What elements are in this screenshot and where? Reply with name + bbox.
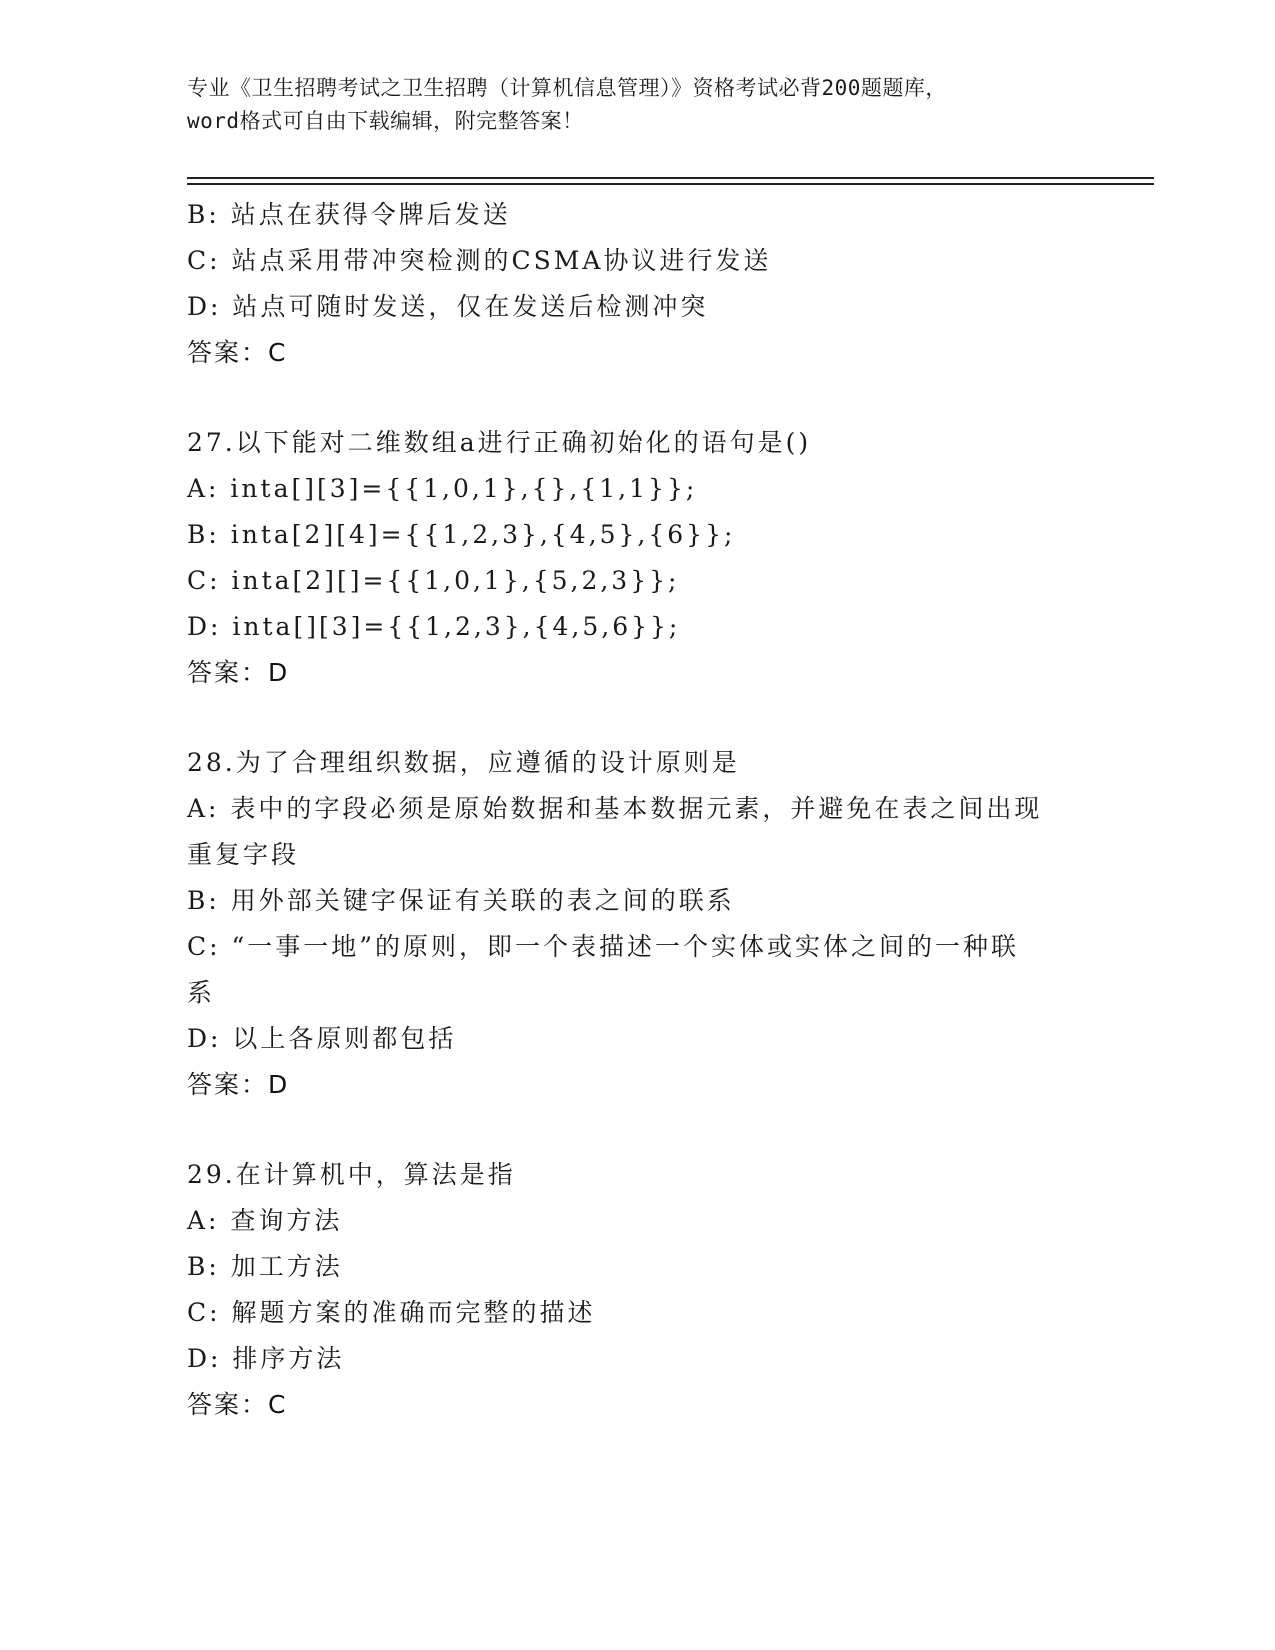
q29-option-b: B: 加工方法: [187, 1252, 343, 1281]
question-26-block: [187, 192, 1067, 376]
q26-option-b: B: 站点在获得令牌后发送: [187, 200, 511, 229]
q26-option-c: C: 站点采用带冲突检测的CSMA协议进行发送: [187, 246, 772, 275]
q26-answer: 答案：C: [187, 338, 288, 367]
header-title-line-2: word格式可自由下载编辑，附完整答案！: [187, 109, 584, 133]
q29-option-c: C: 解题方案的准确而完整的描述: [187, 1298, 596, 1327]
q29-option-d: D: 排序方法: [187, 1344, 345, 1373]
q28-option-c-line-2: 系: [187, 978, 216, 1007]
q28-option-c-line-1: C: “一事一地”的原则，即一个表描述一个实体或实体之间的一种联: [187, 932, 1020, 961]
q28-option-d: D: 以上各原则都包括: [187, 1024, 457, 1053]
q29-question: 29.在计算机中，算法是指: [187, 1160, 516, 1189]
header-divider-bottom: [187, 183, 1154, 185]
q26-option-d: D: 站点可随时发送，仅在发送后检测冲突: [187, 292, 709, 321]
q27-question: 27.以下能对二维数组a进行正确初始化的语句是(): [187, 428, 812, 457]
q28-option-a-line-2: 重复字段: [187, 840, 300, 869]
q28-answer: 答案：D: [187, 1070, 290, 1099]
q27-answer: 答案：D: [187, 658, 290, 687]
q27-option-c: C: inta[2][]={{1,0,1},{5,2,3}};: [187, 566, 680, 595]
question-28-block: [187, 740, 1067, 1108]
question-27-block: [187, 420, 1067, 696]
header-divider-top: [187, 177, 1154, 179]
q28-option-a-line-1: A: 表中的字段必须是原始数据和基本数据元素，并避免在表之间出现: [187, 794, 1043, 823]
q27-option-d: D: inta[][3]={{1,2,3},{4,5,6}};: [187, 612, 681, 641]
document-header: [187, 72, 1087, 138]
q27-option-b: B: inta[2][4]={{1,2,3},{4,5},{6}};: [187, 520, 736, 549]
header-title-line-1: 专业《卫生招聘考试之卫生招聘（计算机信息管理）》资格考试必背200题题库，: [187, 76, 947, 100]
question-list: [187, 192, 1067, 1428]
q27-option-a: A: inta[][3]={{1,0,1},{},{1,1}};: [187, 474, 698, 503]
q28-option-b: B: 用外部关键字保证有关联的表之间的联系: [187, 886, 735, 915]
spacer: [187, 1108, 1067, 1152]
q28-question: 28.为了合理组织数据，应遵循的设计原则是: [187, 748, 740, 777]
question-29-block: [187, 1152, 1067, 1428]
q29-option-a: A: 查询方法: [187, 1206, 343, 1235]
spacer: [187, 696, 1067, 740]
q29-answer: 答案：C: [187, 1390, 288, 1419]
spacer: [187, 376, 1067, 420]
